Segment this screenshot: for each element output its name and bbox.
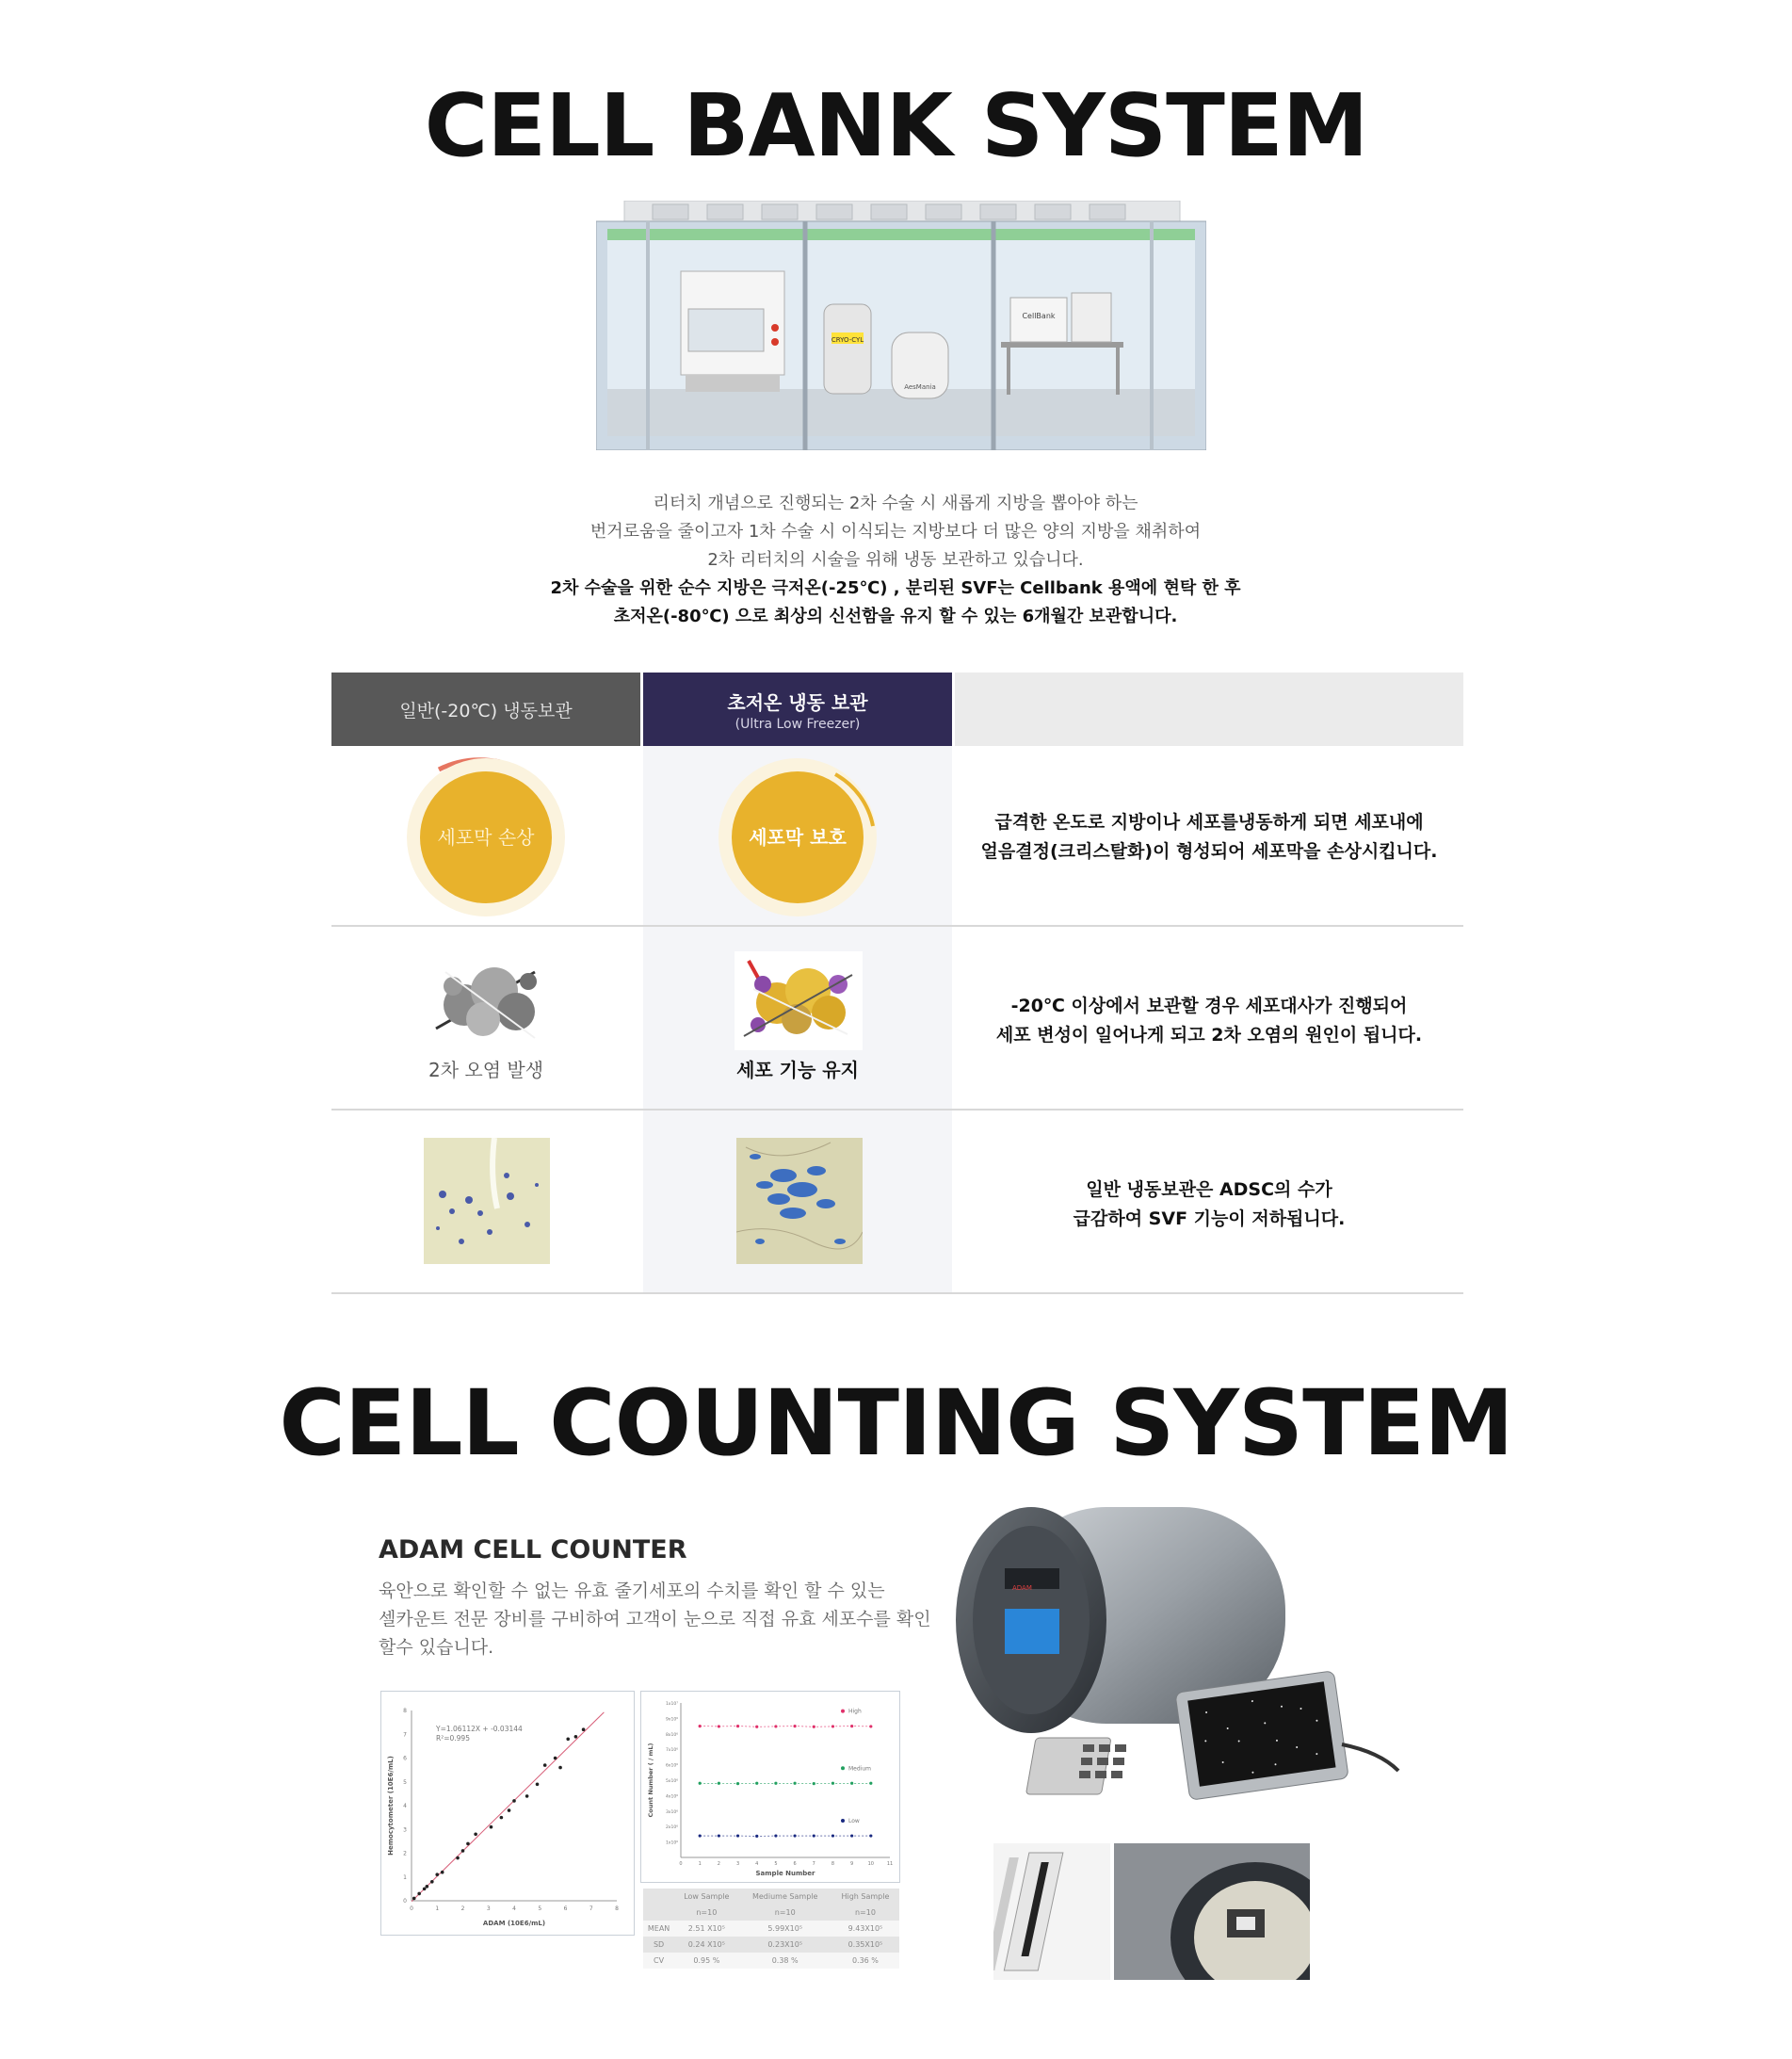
cell-counting-title: CELL COUNTING SYSTEM [279,1370,1513,1476]
table-row [643,1921,899,1937]
x-tick-label: 8 [615,1905,619,1912]
stats-cell: 0.95 % [674,1953,738,1969]
product-description [379,1577,934,1662]
series-point [813,1782,815,1785]
table-row [643,1937,899,1953]
data-point [423,1888,427,1891]
data-point [474,1833,477,1837]
data-point [543,1763,547,1767]
series-point [755,1782,758,1785]
series-point [774,1782,777,1785]
series-point [831,1782,834,1785]
y-tick-label: 9x10⁶ [665,1717,678,1723]
y-tick-label: 7x10⁶ [665,1748,678,1754]
data-point [525,1794,529,1798]
y-tick-label: 5 [403,1778,407,1786]
legend-label: High [848,1708,862,1715]
series-point [699,1725,702,1727]
x-tick-label: 9 [850,1861,854,1867]
intro-line: 2차 리터치의 시술을 위해 냉동 보관하고 있습니다. [707,550,1084,570]
stats-cell: n=10 [831,1905,899,1921]
y-tick-label: 1x10⁷ [665,1702,678,1707]
function-maintained-label: 세포 기능 유지 [736,1059,859,1081]
contamination-label: 2차 오염 발생 [428,1059,544,1081]
regression-annotation: R²=0.995 [436,1734,470,1743]
series-point [850,1725,853,1727]
membrane-protect-circle [713,751,882,920]
stats-cell: 9.43X10⁵ [831,1921,899,1937]
row1-description [955,808,1463,867]
data-point [500,1816,504,1820]
y-tick-label: 7 [403,1731,407,1739]
x-tick-label: 7 [812,1861,815,1867]
data-point [566,1738,570,1742]
header-ultra-label: 초저온 냉동 보관 [727,690,868,714]
row-divider [331,1292,1463,1294]
data-point [582,1727,586,1731]
series-point [869,1725,872,1727]
x-tick-label: 4 [755,1861,759,1867]
membrane-damage-label: 세포막 손상 [437,825,535,849]
header-ultra-sublabel: (Ultra Low Freezer) [735,716,861,732]
intro-paragraph [425,490,1366,631]
product-title: ADAM CELL COUNTER [379,1535,687,1565]
x-tick-label: 5 [538,1905,542,1912]
product-desc-line: 육안으로 확인할 수 없는 유효 줄기세포의 수치를 확인 할 수 있는 [379,1581,885,1601]
table-row [643,1953,899,1969]
stats-cell: n=10 [674,1905,738,1921]
series-point [831,1725,834,1727]
intro-line: 번거로움을 줄이고자 1차 수술 시 이식되는 지방보다 더 많은 양의 지방을 채취하여 [589,522,1202,542]
stats-column-header [643,1889,674,1905]
correlation-chart-panel [380,1691,635,1936]
legend-marker [841,1819,845,1823]
x-tick-label: 2 [717,1861,720,1867]
data-point [456,1856,460,1860]
table-row [643,1905,899,1921]
device-brand: ADAM [1012,1584,1032,1592]
series-point [774,1725,777,1727]
series-point [850,1834,853,1837]
x-tick-label: 11 [886,1861,894,1867]
y-axis-label: Count Number ( / mL) [647,1743,654,1818]
stats-cell: 0.23X10⁵ [739,1937,831,1953]
data-point [461,1849,465,1853]
row2-description [955,992,1463,1050]
cell-bank-title: CELL BANK SYSTEM [424,75,1368,176]
series-point [699,1782,702,1785]
x-tick-label: 5 [774,1861,778,1867]
series-point [736,1725,739,1727]
legend-marker [841,1766,845,1770]
series-point [793,1725,796,1727]
product-desc-line: 셀카운트 전문 장비를 구비하여 고객이 눈으로 직접 유효 세포수를 확인 [379,1609,931,1629]
y-tick-label: 6x10⁶ [665,1763,678,1769]
y-tick-label: 5x10⁶ [665,1779,678,1784]
series-point [869,1834,872,1837]
series-point [755,1835,758,1838]
x-tick-label: 10 [867,1861,875,1867]
x-tick-label: 7 [589,1905,593,1912]
x-tick-label: 2 [460,1905,465,1912]
series-point [774,1834,777,1837]
data-point [412,1897,416,1901]
series-point [850,1782,853,1785]
data-point [512,1799,516,1803]
tank1-label: CRYO-CYL [831,336,864,344]
header-description [955,673,1463,746]
header-normal-storage [331,673,640,746]
stats-column-header: High Sample [831,1889,899,1905]
cellbank-device-label: CellBank [1022,312,1056,320]
adam-cell-counter-device [946,1498,1417,1837]
header-normal-label: 일반(-20℃) 냉동보관 [399,700,573,721]
data-point [417,1892,421,1896]
data-point [430,1880,434,1884]
x-tick-label: 3 [735,1861,740,1867]
x-tick-label: 6 [563,1905,568,1912]
stats-cell: 0.35X10⁵ [831,1937,899,1953]
data-point [558,1766,562,1770]
x-tick-label: 6 [793,1861,797,1867]
row-divider [331,925,1463,927]
precision-line-chart [641,1692,899,1882]
stats-cell: 0.24 X10⁵ [674,1937,738,1953]
stats-cell [643,1905,674,1921]
series-point [813,1726,815,1728]
data-point [426,1885,429,1889]
x-tick-label: 3 [486,1905,491,1912]
row3-desc-line: 급감하여 SVF 기능이 저하됩니다. [1073,1208,1346,1229]
intro-line: 리터치 개념으로 진행되는 2차 수술 시 새롭게 지방을 뽑아야 하는 [653,494,1138,513]
stats-cell: n=10 [739,1905,831,1921]
series-point [755,1726,758,1728]
x-tick-label: 1 [435,1905,440,1912]
intro-bold-line: 초저온(-80℃) 으로 최상의 신선함을 유지 할 수 있는 6개월간 보관합니다. [613,607,1178,626]
stats-cell: 0.38 % [739,1953,831,1969]
y-tick-label: 1 [403,1873,407,1881]
stats-column-header: Mediume Sample [739,1889,831,1905]
data-point [508,1808,511,1812]
legend-label: Medium [848,1765,871,1773]
y-tick-label: 8 [403,1708,407,1714]
device-slot-photo [1114,1843,1310,1980]
counting-slide-photo [993,1843,1110,1980]
product-desc-line: 할수 있습니다. [379,1637,494,1658]
series-point [869,1782,872,1785]
stats-cell: CV [643,1953,674,1969]
data-point [554,1757,557,1760]
legend-label: Low [848,1818,860,1825]
y-tick-label: 3 [403,1826,407,1834]
y-tick-label: 1x10⁶ [665,1840,678,1846]
header-ultra-low-storage [643,673,952,746]
row1-desc-line: 급격한 온도로 지방이나 세포를냉동하게 되면 세포내에 [994,812,1424,833]
series-point [718,1725,720,1727]
contaminated-molecule-graphic [427,953,549,1047]
data-point [490,1825,493,1829]
legend-marker [841,1710,845,1713]
stats-header-row [643,1889,899,1905]
x-axis-label: ADAM (10E6/mL) [482,1920,546,1927]
y-tick-label: 4x10⁶ [665,1794,678,1800]
row2-desc-line: 세포 변성이 일어나게 되고 2차 오염의 원인이 됩니다. [995,1025,1423,1046]
row3-description [955,1175,1463,1234]
y-tick-label: 0 [403,1898,407,1905]
x-tick-label: 4 [512,1905,516,1912]
functional-molecule-graphic [735,951,863,1050]
series-point [831,1834,834,1837]
stats-cell: 0.36 % [831,1953,899,1969]
regression-annotation: Y=1.06112X + -0.03144 [436,1725,523,1733]
row3-desc-line: 일반 냉동보관은 ADSC의 수가 [1086,1179,1332,1200]
series-point [793,1834,796,1837]
y-tick-label: 8x10⁶ [665,1732,678,1738]
tank2-label: AesMania [904,383,936,391]
ultra-low-micrograph [736,1138,863,1264]
stats-column-header: Low Sample [674,1889,738,1905]
y-tick-label: 2 [403,1850,407,1857]
stats-cell: MEAN [643,1921,674,1937]
series-point [718,1782,720,1785]
x-tick-label: 0 [410,1905,413,1912]
data-point [536,1782,540,1786]
cleanroom-illustration [596,201,1206,450]
row2-desc-line: -20℃ 이상에서 보관할 경우 세포대사가 진행되어 [1010,996,1408,1016]
x-tick-label: 0 [679,1861,683,1867]
data-point [435,1873,439,1876]
series-point [699,1834,702,1837]
data-point [466,1842,470,1846]
series-point [813,1834,815,1837]
y-tick-label: 3x10⁶ [665,1809,678,1815]
membrane-protect-label: 세포막 보호 [749,825,847,849]
data-point [574,1735,578,1739]
series-point [793,1782,796,1785]
normal-storage-micrograph [424,1138,550,1264]
stats-cell: 5.99X10⁵ [739,1921,831,1937]
series-point [736,1834,739,1837]
x-tick-label: 1 [698,1861,702,1867]
stats-cell: SD [643,1937,674,1953]
y-tick-label: 2x10⁶ [665,1825,678,1831]
row-divider [331,1109,1463,1111]
y-tick-label: 6 [403,1755,407,1762]
stats-cell: 2.51 X10⁵ [674,1921,738,1937]
series-point [718,1834,720,1837]
x-tick-label: 8 [831,1861,835,1867]
row1-desc-line: 얼음결정(크리스탈화)이 형성되어 세포막을 손상시킵니다. [980,841,1438,862]
membrane-damage-circle [401,751,571,920]
series-point [736,1782,739,1785]
correlation-scatter-chart [381,1692,634,1935]
y-tick-label: 4 [403,1803,407,1809]
precision-stats-table [643,1889,899,1969]
x-axis-label: Sample Number [755,1870,815,1877]
intro-bold-line: 2차 수술을 위한 순수 지방은 극저온(-25℃) , 분리된 SVF는 Cellbank 용액에 현탁 한 후 [550,578,1241,598]
y-axis-label: Hemocytometer (10E6/mL) [387,1756,395,1856]
precision-chart-panel [640,1691,900,1883]
data-point [441,1871,444,1874]
